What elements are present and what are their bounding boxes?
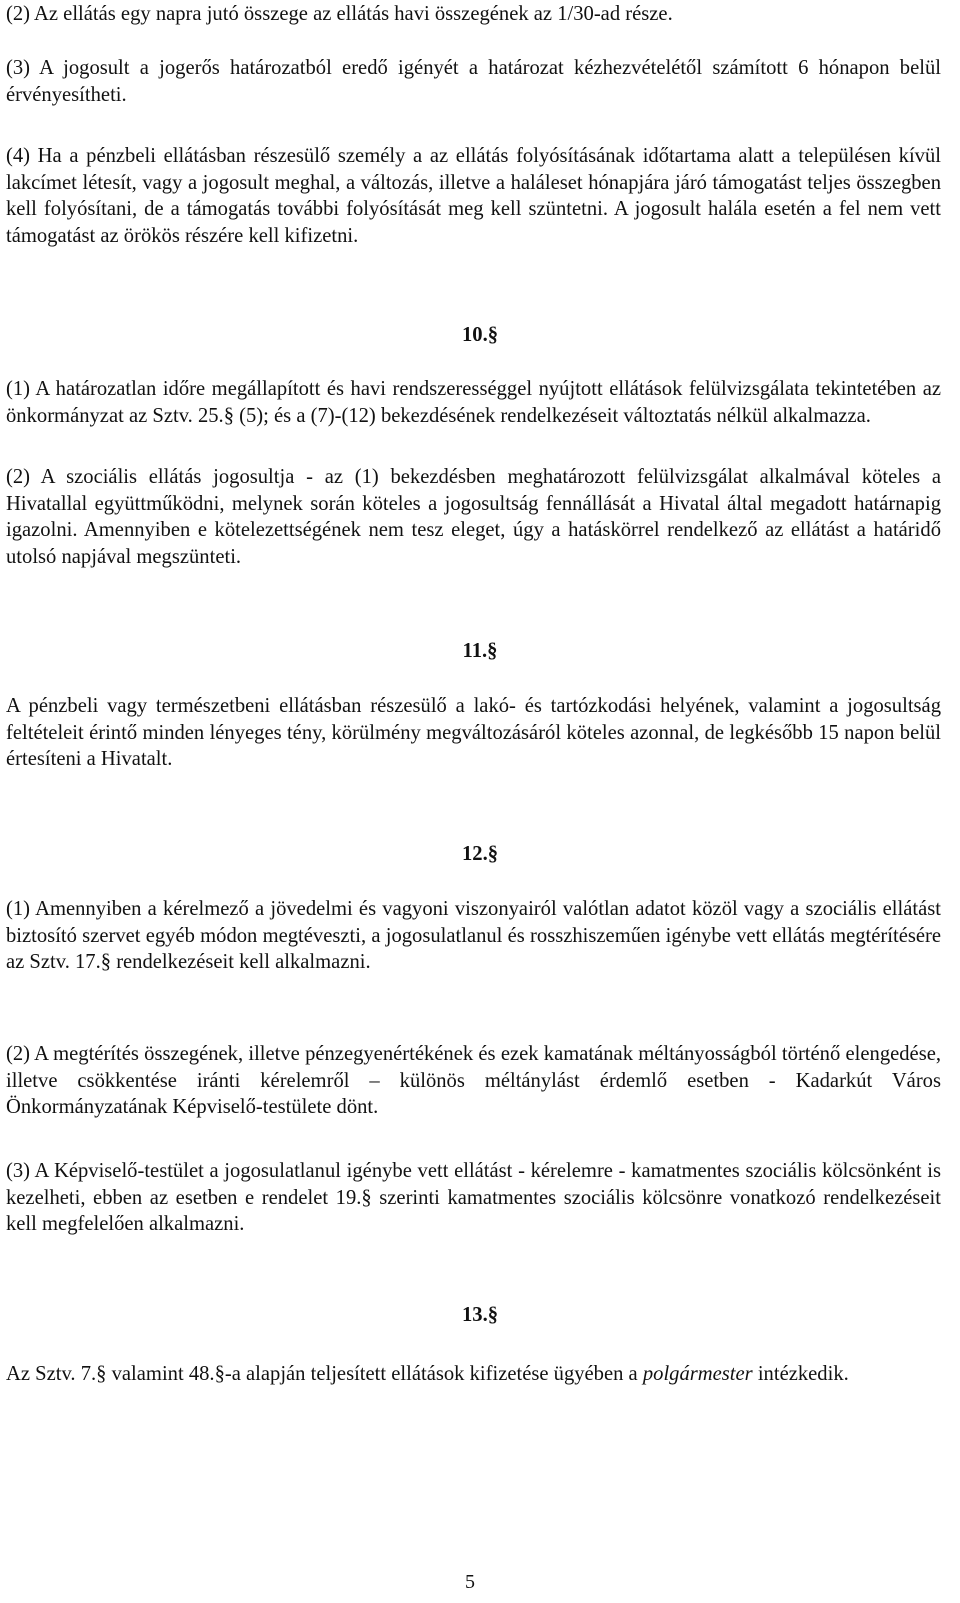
paragraph-ellatas-napi-osszeg: (2) Az ellátás egy napra jutó összege az ellátás havi összegének az 1/30-ad része. — [6, 3, 673, 25]
paragraph-12-1: (1) Amennyiben a kérelmező a jövedelmi és vagyoni viszonyairól valótlan adatot közöl vagy a szociális ellátást biztosító szervet egyéb módon megtéveszti, a jogosulatlanul és rosszhiszeműen igénybe vett ellátás megtérítésére az Sztv. 17.§ rendelkezéseit kell alkalmazni. — [6, 898, 941, 974]
paragraph-10-1: (1) A határozatlan időre megállapított és havi rendszerességgel nyújtott ellátások felülvizsgálata tekintetében az önkormányzat az Sztv. 25.§ (5); és a (7)-(12) bekezdésének rendelkezéseit változtatás nélkül alkalmazza. — [6, 378, 941, 427]
paragraph-10-2: (2) A szociális ellátás jogosultja - az (1) bekezdésben meghatározott felülvizsgálat alkalmával köteles a Hivatallal együttműködni, melynek során köteles a jogosultság fennállását a Hivatal által megadott határnapig igazolni. Amennyiben e kötelezettségének nem tesz eleget, úgy a hatáskörrel rendelkező az ellátást a határidő utolsó napjával megszünteti. — [6, 466, 941, 568]
paragraph-penzbeli-ellatas: (4) Ha a pénzbeli ellátásban részesülő személy a az ellátás folyósításának időtartama alatt a településen kívül lakcímet létesít, vagy a jogosult meghal, a változás, illetve a haláleset hónapjára járó támogatást teljes összegben kell folyósítani, de a támogatás további folyósítását meg kell szüntetni. A jogosult halála esetén a fel nem vett támogatást az örökös részére kell kifizetni. — [6, 145, 941, 247]
paragraph-13 — [6, 1361, 941, 1388]
section-heading-13: 13.§ — [461, 1304, 499, 1326]
page-number: 5 — [465, 1571, 475, 1593]
section-heading-10: 10.§ — [461, 324, 499, 346]
paragraph-13-polgarmester: polgármester — [642, 1363, 753, 1385]
paragraph-12-3: (3) A Képviselő-testület a jogosulatlanul igénybe vett ellátást - kérelemre - kamatmentes szociális kölcsönként is kezelheti, ebben az esetben e rendelet 19.§ szerinti kamatmentes szociális kölcsönre vonatkozó rendelkezéseit kell megfelelően alkalmazni. — [6, 1160, 941, 1236]
paragraph-13-text-end: intézkedik. — [752, 1363, 849, 1385]
section-heading-12: 12.§ — [461, 843, 499, 865]
section-heading-11: 11.§ — [462, 640, 498, 662]
paragraph-jogosult-igeny: (3) A jogosult a jogerős határozatból eredő igényét a határozat kézhezvételétől számított 6 hónapon belül érvényesítheti. — [6, 57, 941, 106]
paragraph-11: A pénzbeli vagy természetbeni ellátásban részesülő a lakó- és tartózkodási helyének, valamint a jogosultság feltételeit érintő minden lényeges tény, körülmény megváltozásáról köteles azonnal, de legkésőbb 15 napon belül értesíteni a Hivatalt. — [6, 695, 941, 771]
paragraph-13-text-start: Az Sztv. 7.§ valamint 48.§-a alapján teljesített ellátások kifizetése ügyében a — [6, 1363, 643, 1385]
paragraph-12-2: (2) A megtérítés összegének, illetve pénzegyenértékének és ezek kamatának méltányosságból történő elengedése, illetve csökkentése iránti kérelemről – különös méltánylást érdemlő esetben - Kadarkút Város Önkormányzatának Képviselő-testülete dönt. — [6, 1043, 941, 1119]
